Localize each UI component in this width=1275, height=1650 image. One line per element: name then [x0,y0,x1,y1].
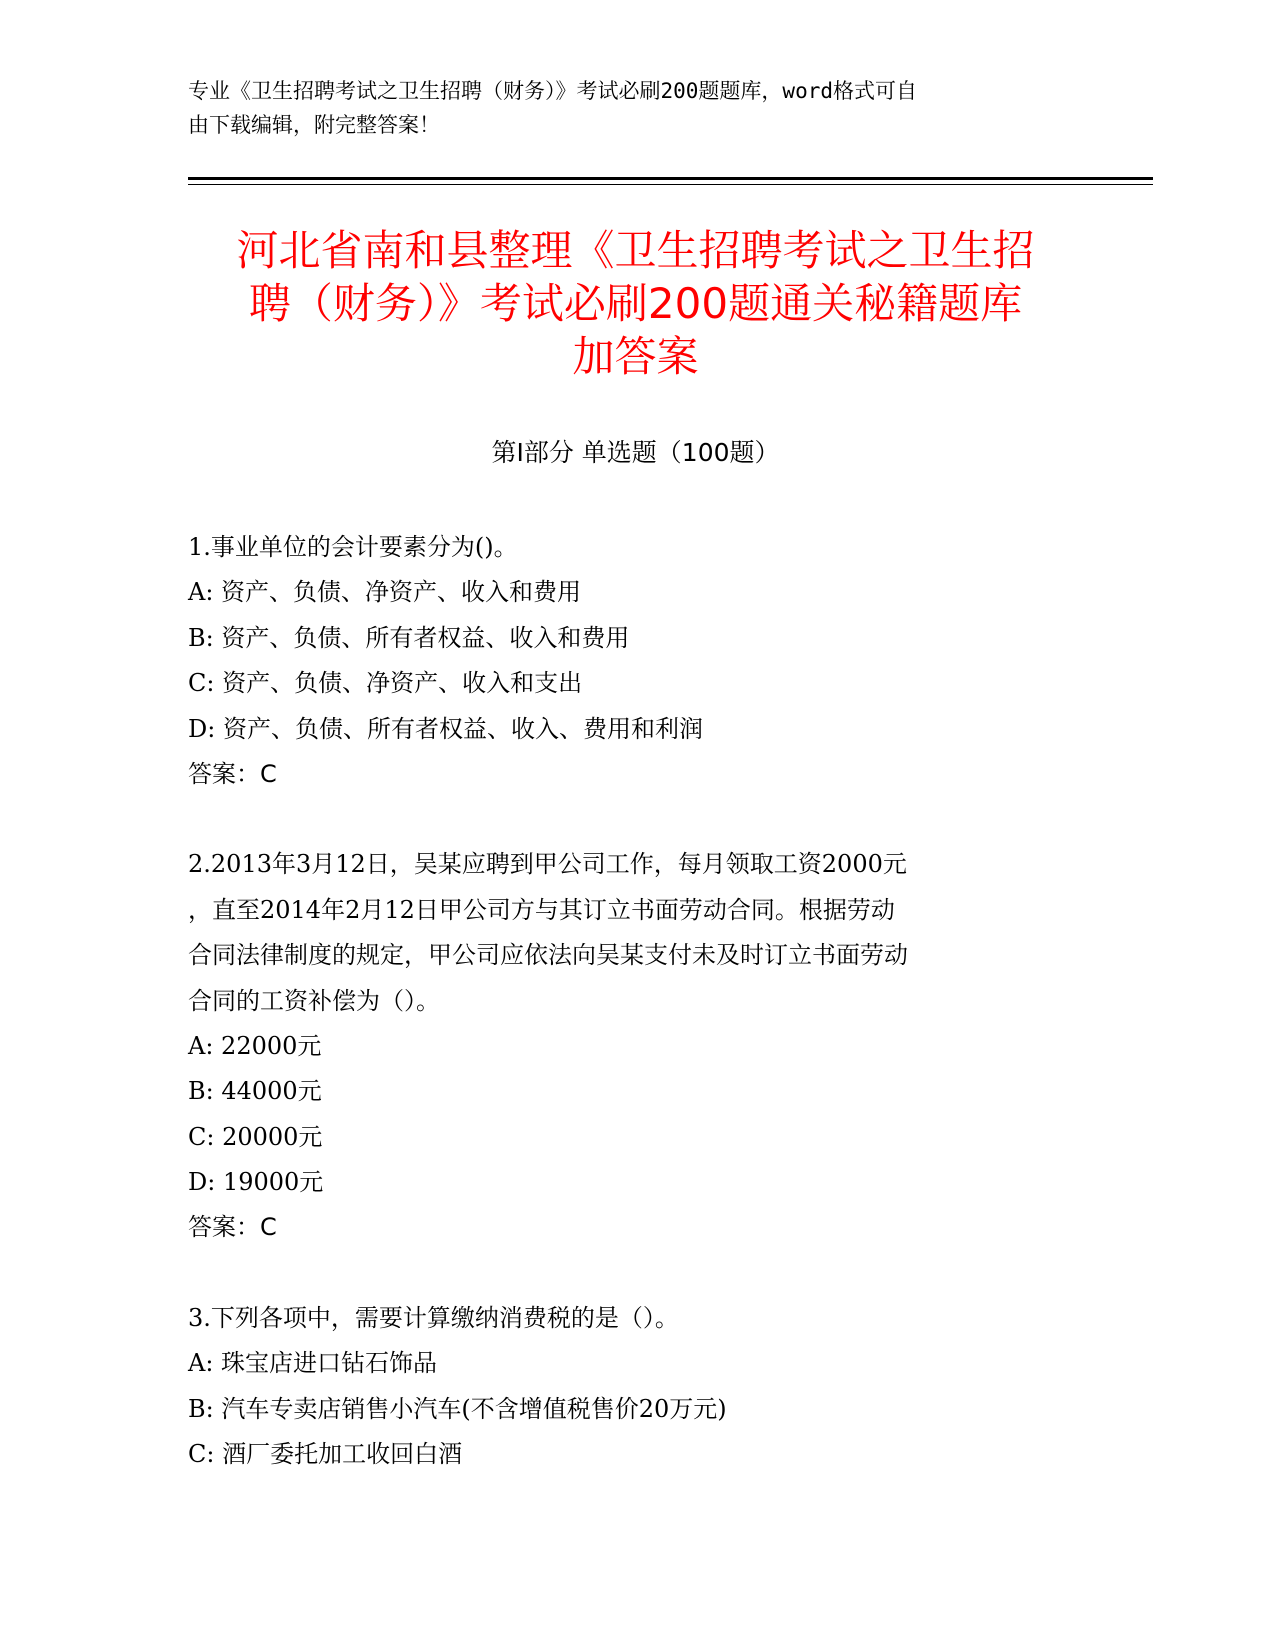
question-stem: 2.2013年3月12日，吴某应聘到甲公司工作，每月领取工资2000元 [188,850,907,879]
question-stem: ，直至2014年2月12日甲公司方与其订立书面劳动合同。根据劳动 [188,895,895,924]
document-title [188,224,1083,383]
question-2 [188,842,1088,1251]
answer-line: 答案：C [188,1213,277,1242]
question-list [188,525,1088,1522]
header-note-line: 专业《卫生招聘考试之卫生招聘（财务）》考试必刷200题题库，word格式可自 [188,79,917,103]
option-c: C: 资产、负债、净资产、收入和支出 [188,669,583,698]
option-b: B: 资产、负债、所有者权益、收入和费用 [188,623,630,652]
question-1 [188,525,1088,797]
header-rule-thin [188,184,1153,185]
header-note-line: 由下载编辑，附完整答案！ [188,113,440,137]
option-a: A: 资产、负债、净资产、收入和费用 [188,578,582,607]
answer-line: 答案：C [188,759,277,788]
option-b: B: 44000元 [188,1077,322,1106]
question-stem: 合同法律制度的规定，甲公司应依法向吴某支付未及时订立书面劳动 [188,941,908,970]
option-c: C: 20000元 [188,1122,323,1151]
question-stem: 合同的工资补偿为（）。 [188,986,440,1015]
section-heading: 第I部分 单选题（100题） [491,438,780,467]
header-rule-thick [188,177,1153,180]
title-line: 加答案 [572,332,699,381]
question-stem: 3.下列各项中，需要计算缴纳消费税的是（）。 [188,1303,679,1332]
option-c: C: 酒厂委托加工收回白酒 [188,1440,463,1469]
option-b: B: 汽车专卖店销售小汽车(不含增值税售价20万元) [188,1394,727,1423]
header-note [188,74,1058,142]
option-d: D: 19000元 [188,1168,324,1197]
option-d: D: 资产、负债、所有者权益、收入、费用和利润 [188,714,703,743]
title-line: 河北省南和县整理《卫生招聘考试之卫生招 [236,226,1035,275]
option-a: A: 22000元 [188,1031,322,1060]
question-3 [188,1296,1088,1478]
title-line: 聘（财务）》考试必刷200题通关秘籍题库 [248,279,1023,328]
question-stem: 1.事业单位的会计要素分为()。 [188,533,518,561]
option-a: A: 珠宝店进口钻石饰品 [188,1349,438,1378]
